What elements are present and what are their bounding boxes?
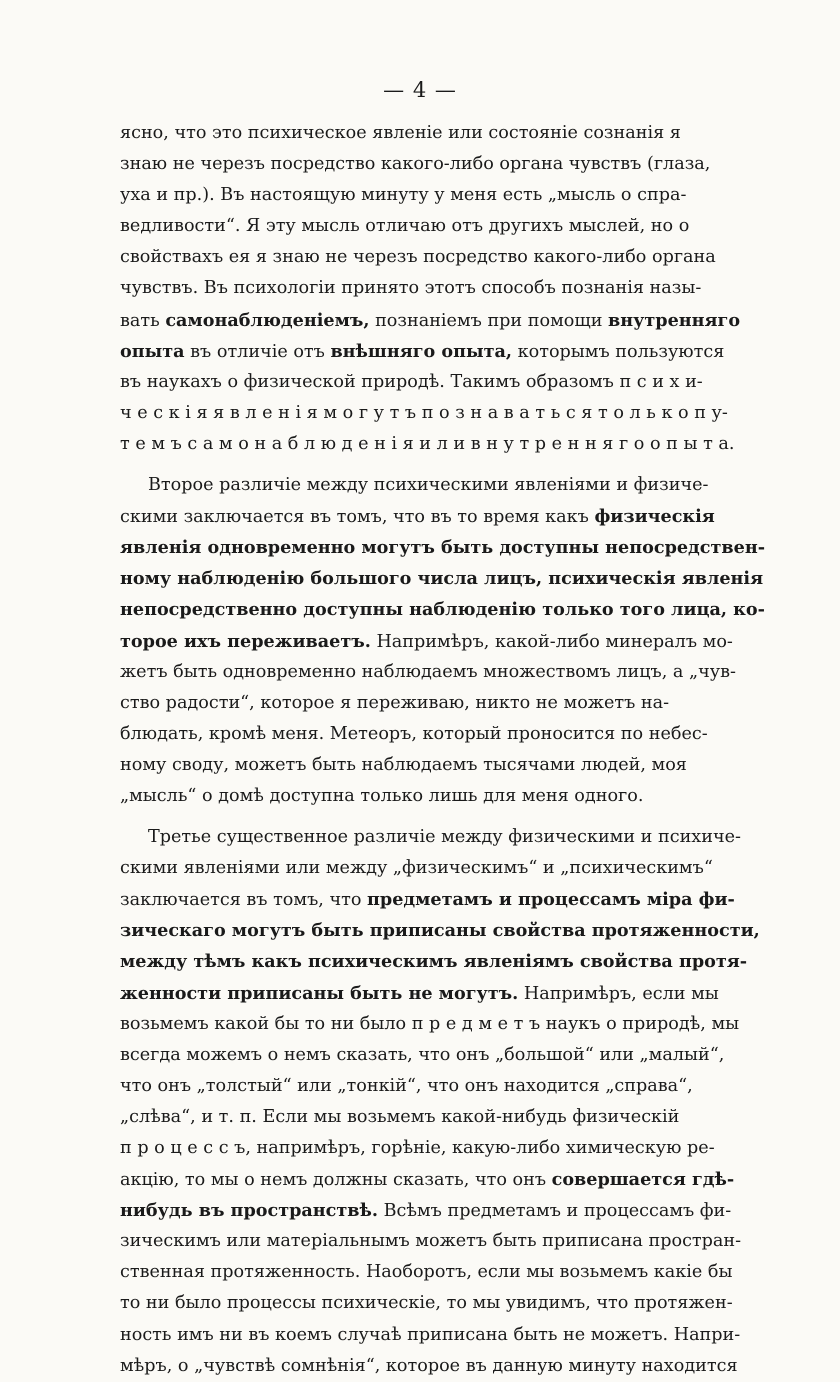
text-run: Всѣмъ предметамъ и процессамъ фи-: [378, 1201, 732, 1222]
text-line: [120, 149, 711, 180]
text-line: [120, 242, 716, 273]
text-line: [120, 1351, 738, 1382]
text-line: [120, 273, 702, 304]
text-run: жетъ быть одновременно наблюдаемъ множествомъ лицъ, а „чув-: [120, 661, 736, 682]
text-run: мѣръ, о „чувствѣ сомнѣнія“, которое въ данную минуту находится: [120, 1355, 738, 1376]
text-line: [120, 211, 690, 242]
text-run: въ наукахъ о физической природѣ. Такимъ образомъ п с и х и-: [120, 371, 703, 392]
text-run: чувствъ. Въ психологіи принято этотъ способъ познанія назы-: [120, 278, 702, 299]
text-run: возьмемъ какой бы то ни было п р е д м е т ъ наукъ о природѣ, мы: [120, 1013, 740, 1034]
text-line: [120, 1133, 715, 1164]
text-line: [120, 1195, 732, 1226]
text-run: „слѣва“, и т. п. Если мы возьмемъ какой-нибудь физическій: [120, 1106, 680, 1127]
text-line: [120, 305, 741, 336]
text-run: ство радости“, которое я переживаю, никто не можетъ на-: [120, 692, 670, 713]
bold-text: ному наблюденію большого числа лицъ, психическія явленія: [120, 568, 764, 590]
text-run: Второе различіе между психическими явленіями и физиче-: [148, 475, 709, 496]
text-run: Третье существенное различіе между физическими и психиче-: [148, 827, 741, 848]
text-line: [120, 1288, 733, 1319]
text-line: [120, 719, 708, 750]
text-line: [120, 1226, 742, 1257]
text-run: ясно, что это психическое явленіе или состояніе сознанія я: [120, 123, 681, 143]
text-run: познаніемъ при помощи: [369, 310, 609, 331]
text-line: [120, 1040, 725, 1071]
text-line: [120, 688, 670, 719]
text-run: Напримѣръ, если мы: [518, 983, 719, 1004]
text-run: ность имъ ни въ коемъ случаѣ приписана быть не можетъ. Напри-: [120, 1324, 741, 1345]
bold-text: предметамъ и процессамъ міра фи-: [367, 889, 735, 911]
text-line: [120, 853, 713, 884]
text-run: что онъ „толстый“ или „тонкій“, что онъ находится „справа“,: [120, 1075, 693, 1096]
paragraph: [120, 822, 760, 1382]
text-line: [120, 532, 765, 563]
bold-text: внутренняго: [608, 309, 741, 331]
text-run: уха и пр.). Въ настоящую минуту у меня есть „мысль о спра-: [120, 185, 687, 206]
text-run: знаю не черезъ посредство какого-либо органа чувствъ (глаза,: [120, 154, 711, 175]
bold-text: нибудь въ пространствѣ.: [120, 1200, 379, 1222]
bold-text: внѣшняго опыта,: [330, 340, 513, 362]
text-line: [120, 501, 715, 532]
paragraph-gap: [120, 812, 667, 822]
bold-text: непосредственно доступны наблюденію только того лица, ко-: [120, 599, 765, 621]
bold-text: физическія: [594, 506, 715, 528]
text-run: ному своду, можетъ быть наблюдаемъ тысячами людей, моя: [120, 754, 687, 775]
bold-text: совершается гдѣ-: [551, 1169, 735, 1191]
text-line: [120, 1009, 740, 1040]
text-line: [120, 398, 728, 429]
text-run: всегда можемъ о немъ сказать, что онъ „большой“ или „малый“,: [120, 1044, 725, 1065]
text-line: [120, 180, 687, 211]
text-run: свойствахъ ея я знаю не черезъ посредство какого-либо органа: [120, 247, 716, 268]
text-line: [120, 626, 733, 657]
text-line: [120, 470, 709, 501]
paragraph: [120, 470, 765, 812]
text-run: блюдать, кромѣ меня. Метеоръ, который проносится по небес-: [120, 723, 708, 744]
bold-text: торое ихъ переживаетъ.: [120, 630, 371, 652]
text-line: [120, 594, 765, 625]
text-run: вать: [120, 310, 166, 331]
text-line: [120, 1320, 741, 1351]
bold-text: между тѣмъ какъ психическимъ явленіямъ свойства протя-: [120, 951, 748, 973]
text-line: [120, 1071, 693, 1102]
text-line: [120, 915, 760, 946]
body-text: [120, 118, 765, 1382]
text-line: [120, 946, 748, 977]
text-line: [120, 563, 764, 594]
paragraph-gap: [120, 460, 667, 470]
text-run: скими заключается въ томъ, что въ то время какъ: [120, 507, 595, 528]
text-run: то ни было процессы психическіе, то мы увидимъ, что протяжен-: [120, 1293, 733, 1314]
bold-text: женности приписаны быть не могутъ.: [120, 982, 519, 1004]
text-line: [120, 429, 735, 460]
text-line: [120, 822, 741, 853]
text-line: [120, 750, 687, 781]
bold-text: опыта: [120, 340, 185, 362]
text-run: которымъ пользуются: [512, 341, 725, 362]
bold-text: зическаго могутъ быть приписаны свойства протяженности,: [120, 920, 760, 942]
text-line: [120, 978, 719, 1009]
text-line: [120, 336, 725, 367]
text-line: [120, 1257, 733, 1288]
text-run: Напримѣръ, какой-либо минералъ мо-: [370, 631, 733, 652]
text-line: [120, 367, 703, 398]
text-line: [120, 1102, 680, 1133]
paragraph: [120, 118, 741, 460]
text-run: ч е с к і я я в л е н і я м о г у т ъ п о з н а в а т ь с я т о л ь к о п у-: [120, 402, 728, 423]
text-line: [120, 118, 681, 149]
text-run: ведливости“. Я эту мысль отличаю отъ другихъ мыслей, но о: [120, 216, 690, 237]
text-run: зическимъ или матеріальнымъ можетъ быть приписана простран-: [120, 1231, 742, 1252]
bold-text: явленія одновременно могутъ быть доступны непосредствен-: [120, 537, 765, 559]
text-line: [120, 657, 736, 688]
text-run: п р о ц е с с ъ, напримѣръ, горѣніе, какую-либо химическую ре-: [120, 1138, 715, 1158]
text-run: въ отличіе отъ: [184, 341, 331, 362]
bold-text: самонаблюденіемъ,: [165, 309, 370, 331]
page-number: — 4 —: [383, 78, 457, 102]
text-run: т е м ъ с а м о н а б л ю д е н і я и л и в н у т р е н н я г о о п ы т а.: [120, 433, 735, 454]
text-run: заключается въ томъ, что: [120, 890, 368, 911]
text-run: ственная протяженность. Наоборотъ, если мы возьмемъ какіе бы: [120, 1262, 733, 1283]
text-line: [120, 884, 735, 915]
text-run: „мысль“ о домѣ доступна только лишь для меня одного.: [120, 785, 644, 806]
text-run: скими явленіями или между „физическимъ“ и „психическимъ“: [120, 858, 713, 879]
text-run: акцію, то мы о немъ должны сказать, что онъ: [120, 1170, 552, 1191]
text-line: [120, 781, 667, 812]
